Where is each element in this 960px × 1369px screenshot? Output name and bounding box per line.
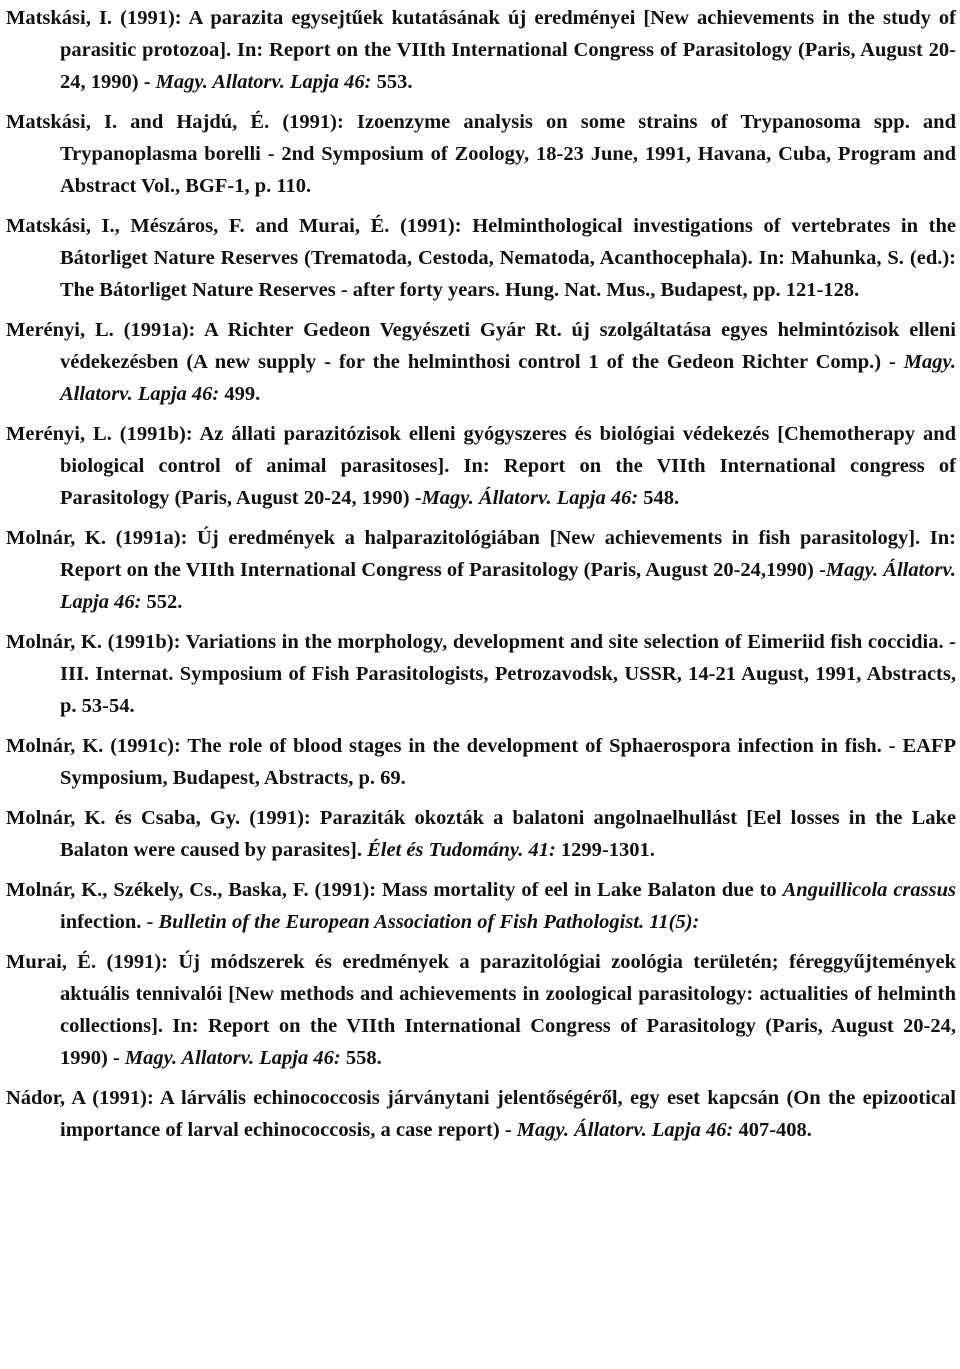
reference-text: (1991): Izoenzyme analysis on some strains of Trypanosoma spp. and Trypanoplasma borelli - 2nd Symposium of Zoology, 18-23 June, 1991, Havana, Cuba, Program and Abstract Vol., BGF-1, p. 110. [60, 111, 956, 197]
reference-author: Murai, É. [6, 951, 97, 973]
reference-text: (1991): Mass mortality of eel in Lake Balaton due to [308, 879, 783, 901]
reference-entry [6, 2, 956, 98]
reference-text: (1991): Helminthological investigations of vertebrates in the Bátorliget Nature Reserves (Trematoda, Cestoda, Nematoda, Acanthocephala). In: Mahunka, S. (ed.): The Bátorliget Nature Reserves - after forty years. Hung. Nat. Mus., Budapest, pp. 121-128. [60, 215, 956, 301]
reference-journal-italic: Magy. Allatorv. Lapja 46: [60, 351, 956, 405]
reference-author: Molnár, K. [6, 527, 107, 549]
reference-author: Merényi, L. [6, 423, 112, 445]
reference-journal-italic: Magy. Állatorv. Lapja 46: [421, 487, 639, 509]
reference-text: (1991): A parazita egysejtűek kutatásának új eredményei [New achievements in the study of parasitic protozoa]. In: Report on the VIIth International Congress of Parasitology (Paris, August 20-24, 1990) - [60, 7, 956, 93]
reference-author: Molnár, K. és Csaba, Gy. [6, 807, 241, 829]
reference-text: 1299-1301. [555, 839, 655, 861]
reference-author: Molnár, K., Székely, Cs., Baska, F. [6, 879, 309, 901]
reference-entry [6, 730, 956, 794]
reference-list [6, 0, 956, 1146]
reference-journal-italic: Magy. Állatorv. Lapja 46: [60, 559, 956, 613]
reference-entry [6, 874, 956, 938]
reference-entry [6, 418, 956, 514]
reference-text: 407-408. [733, 1119, 812, 1141]
reference-journal-italic: Élet és Tudomány. 41: [367, 839, 556, 861]
reference-text: 553. [371, 71, 413, 93]
reference-text: (1991a): A Richter Gedeon Vegyészeti Gyár Rt. új szolgáltatása egyes helmintózisok elleni védekezésben (A new supply - for the helminthosi control 1 of the Gedeon Richter Comp.) - [60, 319, 956, 373]
reference-text: (1991): Új módszerek és eredmények a parazitológiai zoológia területén; féreggyűjtemények aktuális tennivalói [New methods and achievements in zoological parasitology: actualities of helminth collections]. In: Report on the VIIth International Congress of Parasitology (Paris, August 20-24, 1990) - [60, 951, 957, 1069]
reference-text: (1991c): The role of blood stages in the development of Sphaerospora infection in fish. - EAFP Symposium, Budapest, Abstracts, p. 69. [60, 735, 957, 789]
reference-author: Matskási, I. [6, 7, 113, 29]
reference-entry [6, 210, 956, 306]
reference-entry [6, 1082, 956, 1146]
reference-entry [6, 626, 956, 722]
reference-journal-italic: Magy. Állatorv. Lapja 46: [516, 1119, 734, 1141]
reference-journal-italic: Anguillicola crassus [782, 879, 956, 901]
reference-text: (1991b): Az állati parazitózisok elleni gyógyszeres és biológiai védekezés [Chemotherapy and biological control of animal parasitoses]. In: Report on the VIIth International congress of Parasitology (Paris, August 20-24, 1990) - [60, 423, 956, 509]
reference-entry [6, 106, 956, 202]
reference-text: 499. [219, 383, 261, 405]
reference-author: Nádor, A [6, 1087, 85, 1109]
reference-text: (1991b): Variations in the morphology, development and site selection of Eimeriid fish coccidia. - III. Internat. Symposium of Fish Parasitologists, Petrozavodsk, USSR, 14-21 August, 1991, Abstracts, p. 53-54. [60, 631, 956, 717]
reference-journal-italic: Bulletin of the European Association of Fish Pathologist. 11(5): [158, 911, 700, 933]
reference-journal-italic: Magy. Allatorv. Lapja 46: [155, 71, 372, 93]
reference-entry [6, 802, 956, 866]
reference-text: 552. [141, 591, 183, 613]
reference-journal-italic: Magy. Allatorv. Lapja 46: [124, 1047, 341, 1069]
reference-entry [6, 314, 956, 410]
reference-text: (1991a): Új eredmények a halparazitológiában [New achievements in fish parasitology]. In: Report on the VIIth International Congress of Parasitology (Paris, August 20-24,1990) - [60, 527, 956, 581]
reference-entry [6, 522, 956, 618]
reference-text: 558. [340, 1047, 382, 1069]
reference-entry [6, 946, 956, 1074]
reference-text: 548. [638, 487, 680, 509]
reference-author: Merényi, L. [6, 319, 114, 341]
reference-author: Molnár, K. [6, 631, 102, 653]
reference-text: (1991): A lárvális echinococcosis járványtani jelentőségéről, egy eset kapcsán (On the epizootical importance of larval echinococcosis, a case report) - [60, 1087, 956, 1141]
reference-author: Matskási, I., Mészáros, F. and Murai, É. [6, 215, 390, 237]
reference-text: (1991): Paraziták okozták a balatoni angolnaelhullást [Eel losses in the Lake Balaton were caused by parasites]. [60, 807, 956, 861]
reference-author: Molnár, K. [6, 735, 104, 757]
reference-author: Matskási, I. and Hajdú, É. [6, 111, 270, 133]
reference-text: infection. - [60, 911, 159, 933]
